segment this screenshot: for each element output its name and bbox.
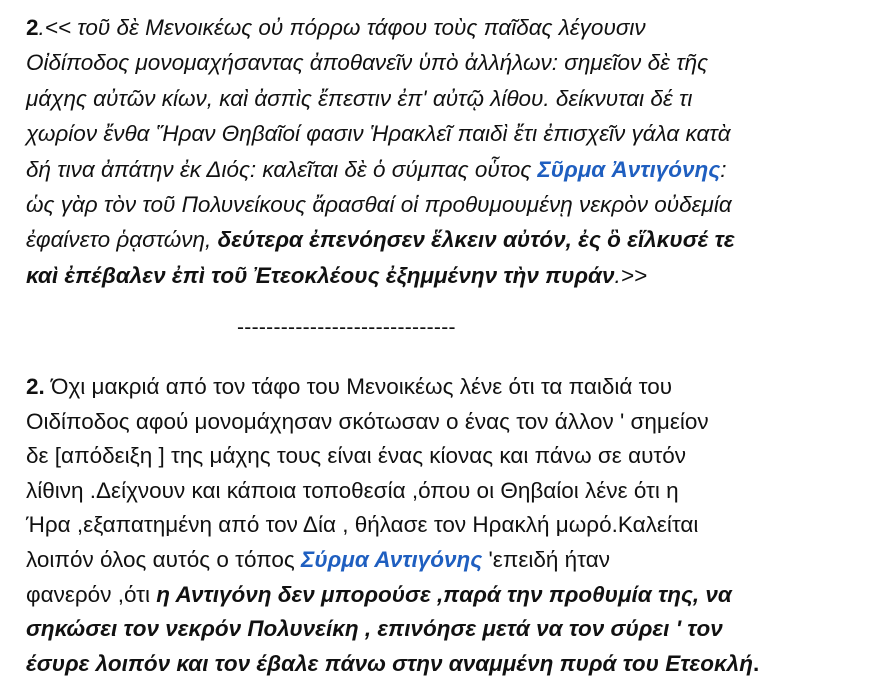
greek-line-6: ὡς γὰρ τὸν τοῦ Πολυνείκους ἄρασθαί οἱ προθυμουμένῃ νεκρὸν οὐδεμία [26,192,732,218]
modern-text: 'επειδή ήταν [482,546,611,572]
greek-text: .>> [614,262,648,288]
modern-line-6 [26,543,866,578]
passage-number: 2. [26,374,45,399]
bold-phrase: σηκώσει τον νεκρόν Πολυνείκη , επινόησε μετά να τον σύρει ' τον [26,616,723,642]
modern-line-3: δε [απόδειξη ] της μάχης τους είναι ένας κίονας και πάνω σε αυτόν [26,443,687,469]
greek-line-5 [26,152,866,187]
highlighted-place-name: Σύρμα Αντιγόνης [301,546,483,572]
greek-line-2: Οἰδίποδος μονομαχήσαντας ἀποθανεῖν ὑπὸ ἀλλήλων: σημεῖον δὲ τῆς [26,50,709,76]
ancient-greek-passage [26,10,866,293]
greek-line-3: μάχης αὐτῶν κίων, καὶ ἀσπὶς ἔπεστιν ἐπ' αὐτῷ λίθου. δείκνυται δέ τι [26,85,693,111]
modern-line-9 [26,647,866,682]
greek-line-8 [26,258,866,293]
passage-number: 2 [26,15,39,40]
highlighted-place-name: Σῦρμα Ἀντιγόνης [537,156,721,182]
greek-line-7 [26,222,866,257]
modern-text: λοιπόν όλος αυτός ο τόπος [26,546,302,572]
greek-text: δή τινα ἀπάτην ἐκ Διός: καλεῖται δὲ ὁ σύμπας οὗτος [26,156,538,182]
bold-phrase: η Αντιγόνη δεν μπορούσε ,παρά την προθυμία της, να [156,581,732,607]
modern-greek-translation [26,370,866,681]
modern-line-2: Οιδίποδος αφού μονομάχησαν σκότωσαν ο ένας τον άλλον ' σημείον [26,408,709,434]
modern-text: φανερόν ,ότι [26,581,157,607]
modern-line-7 [26,578,866,613]
modern-line-5: Ήρα ,εξαπατημένη από τον Δία , θήλασε τον Ηρακλή μωρό.Καλείται [26,512,699,538]
modern-line-8 [26,612,866,647]
modern-text: . [752,650,760,676]
separator-line: ------------------------------ [237,316,456,339]
modern-line-4: λίθινη .Δείχνουν και κάποια τοποθεσία ,όπου οι Θηβαίοι λένε ότι η [26,477,679,503]
greek-text: ἐφαίνετο ῥᾳστώνη, [26,227,218,253]
modern-text: Όχι μακριά από τον τάφο του Μενοικέως λένε ότι τα παιδιά του [44,374,673,399]
greek-text: : [720,156,727,182]
greek-text: .<< τοῦ δὲ Μενοικέως οὐ πόρρω τάφου τοὺς παῖδας λέγουσιν [38,15,646,40]
modern-line-1 [26,370,866,405]
bold-phrase: καὶ ἐπέβαλεν ἐπὶ τοῦ Ἐτεοκλέους ἐξημμένην τὴν πυράν [26,262,615,288]
greek-line-1 [26,10,866,45]
bold-phrase: δεύτερα ἐπενόησεν ἕλκειν αὐτόν, ἐς ὃ εἵλκυσέ τε [217,227,735,253]
bold-phrase: έσυρε λοιπόν και τον έβαλε πάνω στην αναμμένη πυρά του Ετεοκλή [26,650,753,676]
greek-line-4: χωρίον ἔνθα Ἥραν Θηβαῖοί φασιν Ἡρακλεῖ παιδὶ ἔτι ἐπισχεῖν γάλα κατὰ [26,121,731,147]
